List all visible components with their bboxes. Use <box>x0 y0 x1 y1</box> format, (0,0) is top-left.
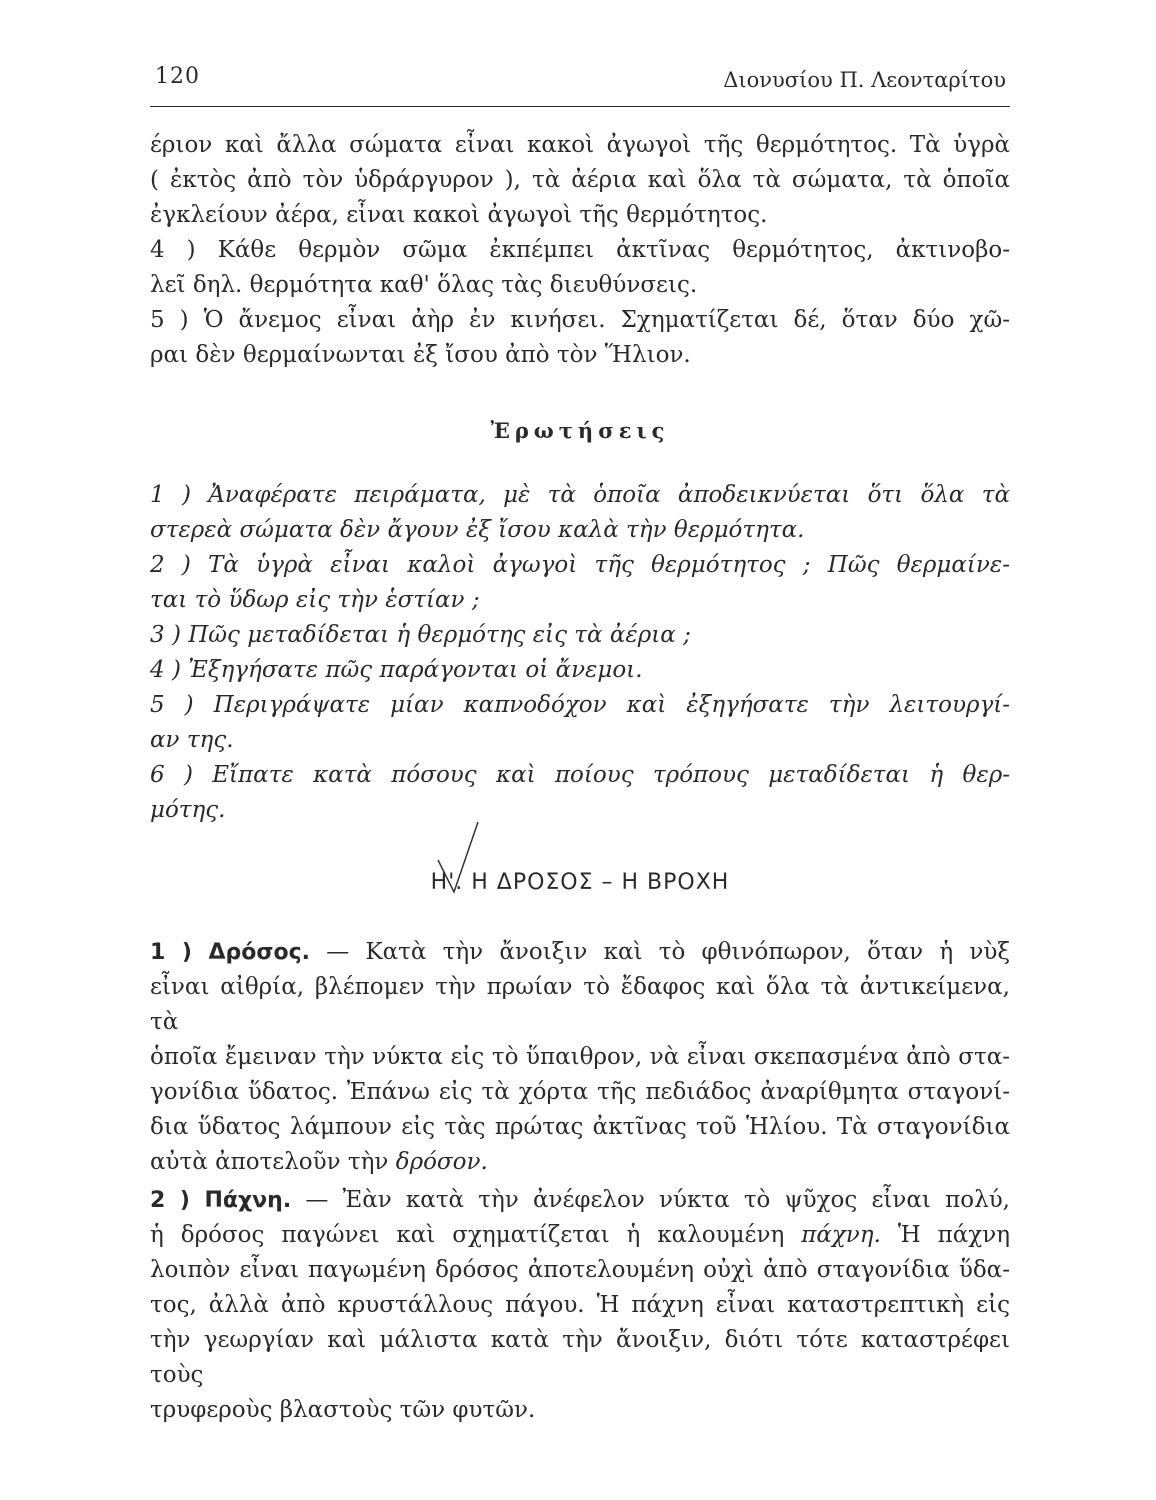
question-line: 6 ) Εἴπατε κατὰ πόσους καὶ ποίους τρόπους μεταδίδεται ἡ θερ- <box>150 762 1010 788</box>
running-title: Διονυσίου Π. Λεονταρίτου <box>723 68 1006 92</box>
text-line: λεῖ δηλ. θερμότητα καθ' ὅλας τὰς διευθύνσεις. <box>150 272 698 298</box>
text-run: αὐτὰ ἀποτελοῦν τὴν <box>150 1149 396 1175</box>
question-line: 4 ) Ἐξηγήσατε πῶς παράγονται οἱ ἄνεμοι. <box>150 657 643 683</box>
running-head <box>150 58 1010 98</box>
dew-paragraph <box>150 935 1010 1180</box>
text-line: τὴν γεωργίαν καὶ μάλιστα κατὰ τὴν ἄνοιξιν, διότι τότε καταστρέφει τοὺς <box>150 1327 1010 1388</box>
text-line: δια ὕδατος λάμπουν εἰς τὰς πρώτας ἀκτῖνας τοῦ Ἡλίου. Τὰ σταγονίδια <box>150 1114 1010 1140</box>
text-line: 5 ) Ὁ ἄνεμος εἶναι ἀὴρ ἐν κινήσει. Σχηματίζεται δέ, ὅταν δύο χῶ- <box>150 307 1010 333</box>
text-line <box>150 1183 1010 1218</box>
text-line: 4 ) Κάθε θερμὸν σῶμα ἐκπέμπει ἀκτῖνας θερμότητος, ἀκτινοβο- <box>150 237 1010 263</box>
question-line: αν της. <box>150 727 234 753</box>
text-line: τρυφεροὺς βλαστοὺς τῶν φυτῶν. <box>150 1397 536 1423</box>
frost-paragraph <box>150 1183 1010 1428</box>
text-run: — Ἐὰν κατὰ τὴν ἀνέφελον νύκτα τὸ ψῦχος εἶναι πολύ, <box>291 1187 1010 1213</box>
text-line: ραι δὲν θερμαίνωνται ἐξ ἴσου ἀπὸ τὸν Ἥλιον. <box>150 342 691 368</box>
intro-paragraphs <box>150 128 1010 373</box>
page-number: 120 <box>155 64 200 89</box>
text-run: ἡ δρόσος παγώνει καὶ σχηματίζεται ἡ καλουμένη <box>150 1222 802 1248</box>
text-line: ἐγκλείουν ἀέρα, εἶναι κακοὶ ἀγωγοὶ τῆς θερμότητος. <box>150 202 768 228</box>
chapter-heading: Η'. Η ΔΡΟΣΟΣ – Η ΒΡΟΧΗ <box>430 870 730 895</box>
italic-term: δρόσον. <box>395 1149 488 1175</box>
text-line: τος, ἀλλὰ ἀπὸ κρυστάλλους πάγου. Ἡ πάχνη εἶναι καταστρεπτικὴ εἰς <box>150 1292 1010 1318</box>
text-line <box>150 1145 1010 1180</box>
question-line: ται τὸ ὕδωρ εἰς τὴν ἑστίαν ; <box>150 587 480 613</box>
question-line: στερεὰ σώματα δὲν ἄγουν ἐξ ἴσου καλὰ τὴν θερμότητα. <box>150 517 805 543</box>
header-rule <box>150 106 1010 107</box>
dew-term: 1 ) Δρόσος. <box>150 940 311 965</box>
italic-term: πάχνη. <box>801 1222 881 1248</box>
question-line: 3 ) Πῶς μεταδίδεται ἡ θερμότης εἰς τὰ ἀέρια ; <box>150 622 691 648</box>
text-line <box>150 1218 1010 1253</box>
text-line: ὁποῖα ἔμειναν τὴν νύκτα εἰς τὸ ὕπαιθρον, νὰ εἶναι σκεπασμένα ἀπὸ στα- <box>150 1044 1010 1070</box>
text-run: Ἡ πάχνη <box>880 1222 1010 1248</box>
text-line <box>150 935 1010 970</box>
frost-term: 2 ) Πάχνη. <box>150 1188 292 1213</box>
text-line: εἶναι αἰθρία, βλέπομεν τὴν πρωίαν τὸ ἔδαφος καὶ ὅλα τὰ ἀντικείμενα, τὰ <box>150 974 1010 1035</box>
question-line: 2 ) Τὰ ὑγρὰ εἶναι καλοὶ ἀγωγοὶ τῆς θερμότητος ; Πῶς θερμαίνε- <box>150 552 1010 578</box>
question-line: 5 ) Περιγράψατε μίαν καπνοδόχον καὶ ἐξηγήσατε τὴν λειτουργί- <box>150 692 1010 718</box>
text-line: λοιπὸν εἶναι παγωμένη δρόσος ἀποτελουμένη οὐχὶ ἀπὸ σταγονίδια ὕδα- <box>150 1257 1010 1283</box>
question-line: 1 ) Ἀναφέρατε πειράματα, μὲ τὰ ὁποῖα ἀποδεικνύεται ὅτι ὅλα τὰ <box>150 482 1010 508</box>
text-line: έριον καὶ ἄλλα σώματα εἶναι κακοὶ ἀγωγοὶ τῆς θερμότητος. Τὰ ὑγρὰ <box>150 132 1010 158</box>
text-run: — Κατὰ τὴν ἄνοιξιν καὶ τὸ φθινόπωρον, ὅταν ἡ νὺξ <box>310 939 1011 965</box>
questions-list <box>150 478 1010 828</box>
questions-heading: Ἐρωτήσεις <box>490 418 670 443</box>
text-line: γονίδια ὕδατος. Ἐπάνω εἰς τὰ χόρτα τῆς πεδιάδος ἀναρίθμητα σταγονί- <box>150 1079 1010 1105</box>
question-line: μότης. <box>150 797 226 823</box>
text-line: ( ἐκτὸς ἀπὸ τὸν ὑδράργυρον ), τὰ ἀέρια καὶ ὅλα τὰ σώματα, τὰ ὁποῖα <box>150 167 1010 193</box>
